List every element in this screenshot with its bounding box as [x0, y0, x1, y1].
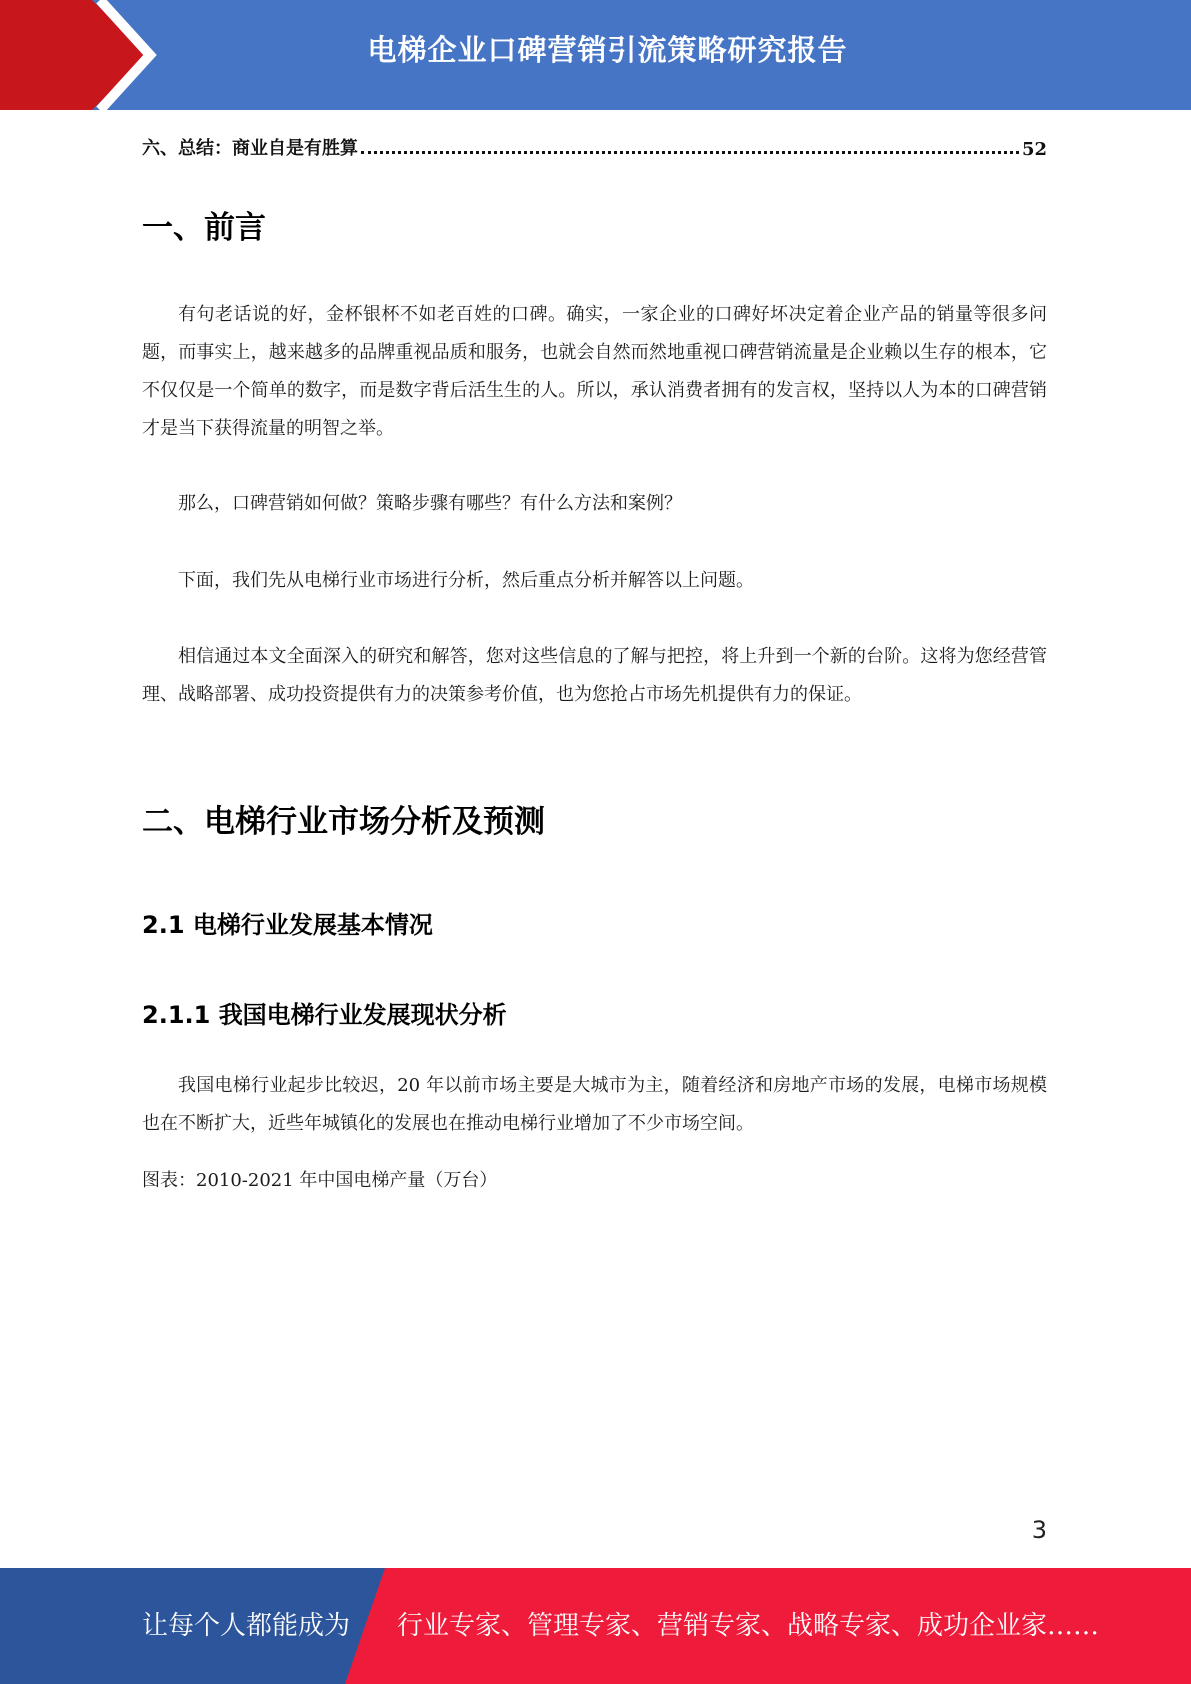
- preface-paragraph-2: 那么，口碑营销如何做？策略步骤有哪些？有什么方法和案例？: [178, 493, 682, 514]
- subsection-heading-2-1: 2.1 电梯行业发展基本情况: [142, 911, 433, 939]
- header-banner: [0, 0, 1191, 110]
- footer-slogan-left: 让每个人都能成为: [142, 1611, 351, 1641]
- page-number: 3: [1031, 1516, 1047, 1544]
- preface-paragraph-3: 下面，我们先从电梯行业市场进行分析，然后重点分析并解答以上问题。: [178, 570, 754, 591]
- section-heading-preface: 一、前言: [142, 210, 266, 246]
- footer-banner: [0, 1568, 1191, 1684]
- toc-entry-page: 52: [1021, 139, 1047, 160]
- toc-entry[interactable]: [142, 128, 1047, 160]
- toc-leader-dots: [361, 150, 1019, 154]
- toc-entry-label: 六、总结：商业自是有胜算: [142, 138, 358, 159]
- report-title: 电梯企业口碑营销引流策略研究报告: [367, 33, 848, 67]
- preface-paragraph-4: 相信通过本文全面深入的研究和解答，您对这些信息的了解与把控，将上升到一个新的台阶。这将为您经营管理、战略部署、成功投资提供有力的决策参考价值，也为您抢占市场先机提供有力的保证。: [142, 646, 1047, 705]
- footer-slogan-right: 行业专家、管理专家、营销专家、战略专家、成功企业家……: [397, 1611, 1100, 1641]
- market-paragraph: 我国电梯行业起步比较迟，20 年以前市场主要是大城市为主，随着经济和房地产市场的发展，电梯市场规模也在不断扩大，近些年城镇化的发展也在推动电梯行业增加了不少市场空间。: [142, 1075, 1047, 1134]
- section-heading-market: 二、电梯行业市场分析及预测: [142, 804, 545, 840]
- preface-paragraph-1: 有句老话说的好，金杯银杯不如老百姓的口碑。确实，一家企业的口碑好坏决定着企业产品的销量等很多问题，而事实上，越来越多的品牌重视品质和服务，也就会自然而然地重视口碑营销流量是企业赖以生存的根本，它不仅仅是一个简单的数字，而是数字背后活生生的人。所以，承认消费者拥有的发言权，坚持以人为本的口碑营销才是当下获得流量的明智之举。: [142, 304, 1047, 439]
- subsection-heading-2-1-1: 2.1.1 我国电梯行业发展现状分析: [142, 1001, 507, 1029]
- figure-caption: 图表：2010-2021 年中国电梯产量（万台）: [142, 1170, 498, 1191]
